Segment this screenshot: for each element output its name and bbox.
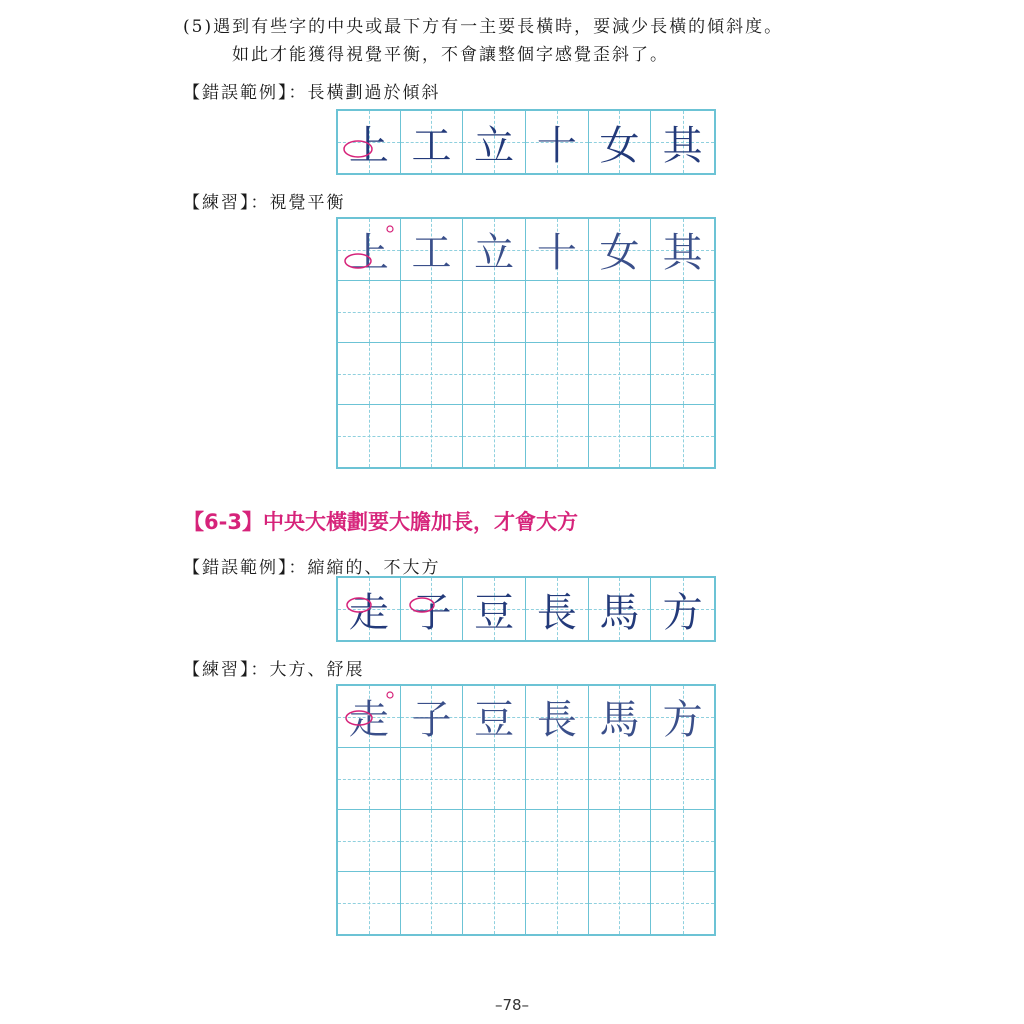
grid-cell — [651, 810, 714, 872]
example-char: 工 — [411, 122, 452, 169]
practice-grid-1 — [336, 217, 716, 469]
grid-cell — [526, 578, 589, 640]
grid-cell — [463, 219, 526, 281]
example-char: 馬 — [599, 589, 640, 636]
grid-cell — [589, 872, 652, 934]
grid-cell — [338, 405, 401, 467]
grid-cell — [338, 343, 401, 405]
grid-cell — [651, 219, 714, 281]
practice-char: 上 — [348, 230, 389, 276]
wrong-example-label-1: 【錯誤範例】：長橫劃過於傾斜 — [183, 83, 441, 103]
grid-cell — [338, 748, 401, 810]
grid-cell — [463, 281, 526, 343]
grid-cell — [401, 748, 464, 810]
example-char: 女 — [599, 122, 640, 169]
grid-cell — [589, 686, 652, 748]
grid-cell — [401, 281, 464, 343]
grid-cell — [526, 111, 589, 173]
grid-cell — [338, 872, 401, 934]
grid-cell — [463, 686, 526, 748]
grid-cell — [526, 343, 589, 405]
practice-char: 立 — [474, 230, 515, 276]
practice-label-1: 【練習】：視覺平衡 — [183, 193, 346, 213]
grid-cell — [401, 219, 464, 281]
grid-cell — [526, 686, 589, 748]
grid-cell — [463, 872, 526, 934]
grid-cell — [651, 343, 714, 405]
grid-cell — [338, 578, 401, 640]
grid-cell — [651, 405, 714, 467]
example-char: 豆 — [474, 589, 515, 636]
wrong-example-grid-1 — [336, 109, 716, 175]
grid-cell — [463, 810, 526, 872]
practice-char: 馬 — [599, 697, 640, 743]
grid-cell — [526, 872, 589, 934]
practice-char: 女 — [599, 230, 640, 276]
practice-label-2: 【練習】：大方、舒展 — [183, 660, 365, 680]
grid-cell — [651, 686, 714, 748]
grid-cell — [338, 810, 401, 872]
wrong-example-grid-2 — [336, 576, 716, 642]
grid-cell — [589, 281, 652, 343]
page-number: –78– — [494, 996, 530, 1014]
grid-cell — [338, 219, 401, 281]
grid-cell — [401, 872, 464, 934]
grid-cell — [651, 578, 714, 640]
grid-cell — [526, 281, 589, 343]
wrong-example-label-2: 【錯誤範例】：縮縮的、不大方 — [183, 558, 441, 578]
grid-cell — [338, 111, 401, 173]
grid-cell — [401, 111, 464, 173]
example-char: 走 — [348, 589, 389, 636]
grid-cell — [338, 281, 401, 343]
example-char: 其 — [662, 122, 703, 169]
grid-cell — [401, 810, 464, 872]
grid-cell — [651, 111, 714, 173]
grid-cell — [526, 748, 589, 810]
section-heading: 【6-3】中央大橫劃要大膽加長，才會大方 — [183, 510, 578, 534]
grid-cell — [651, 748, 714, 810]
grid-cell — [401, 343, 464, 405]
grid-cell — [463, 343, 526, 405]
grid-cell — [338, 686, 401, 748]
grid-cell — [589, 343, 652, 405]
practice-grid-2 — [336, 684, 716, 936]
grid-cell — [463, 578, 526, 640]
grid-cell — [589, 219, 652, 281]
grid-cell — [589, 810, 652, 872]
grid-cell — [589, 748, 652, 810]
grid-cell — [526, 810, 589, 872]
practice-char: 工 — [411, 230, 452, 276]
grid-cell — [589, 578, 652, 640]
grid-cell — [463, 748, 526, 810]
grid-cell — [526, 219, 589, 281]
grid-cell — [401, 405, 464, 467]
practice-char: 其 — [662, 230, 703, 276]
grid-cell — [526, 405, 589, 467]
grid-cell — [651, 281, 714, 343]
grid-cell — [463, 111, 526, 173]
practice-char: 走 — [348, 697, 389, 743]
practice-char: 十 — [536, 230, 577, 276]
grid-cell — [651, 872, 714, 934]
intro-line-2: 如此才能獲得視覺平衡，不會讓整個字感覺歪斜了。 — [232, 45, 669, 65]
practice-char: 子 — [411, 697, 452, 743]
grid-cell — [589, 111, 652, 173]
grid-cell — [463, 405, 526, 467]
example-char: 上 — [348, 122, 389, 169]
practice-char: 豆 — [474, 697, 515, 743]
practice-char: 長 — [536, 697, 577, 743]
example-char: 長 — [536, 589, 577, 636]
example-char: 子 — [411, 589, 452, 636]
example-char: 立 — [474, 122, 515, 169]
grid-cell — [401, 686, 464, 748]
grid-cell — [401, 578, 464, 640]
example-char: 十 — [536, 122, 577, 169]
intro-line-1: (5)遇到有些字的中央或最下方有一主要長橫時，要減少長橫的傾斜度。 — [183, 17, 784, 37]
grid-cell — [589, 405, 652, 467]
example-char: 方 — [662, 589, 703, 636]
practice-char: 方 — [662, 697, 703, 743]
